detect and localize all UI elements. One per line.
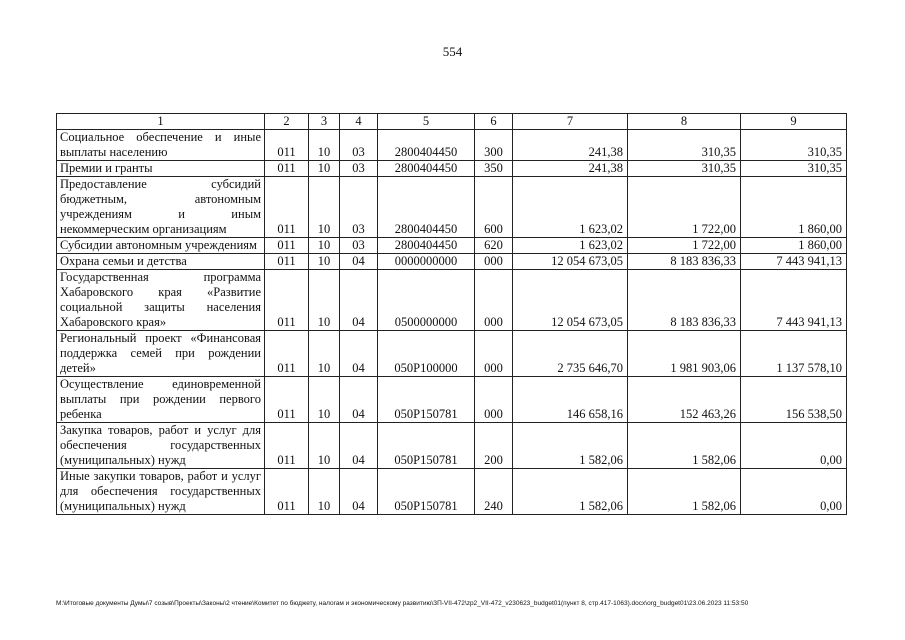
amount-year2-cell: 1 722,00 — [628, 177, 741, 238]
table-row — [57, 254, 847, 270]
admin-code-cell: 011 — [265, 377, 309, 423]
table-row — [57, 377, 847, 423]
subsection-cell: 04 — [340, 377, 378, 423]
section-cell: 10 — [309, 270, 340, 331]
row-name-cell: Премии и гранты — [57, 161, 265, 177]
row-name-cell: Социальное обеспечение и иные выплаты населению — [57, 130, 265, 161]
row-name-cell: Охрана семьи и детства — [57, 254, 265, 270]
column-header: 9 — [741, 114, 847, 130]
amount-year1-cell: 12 054 673,05 — [513, 254, 628, 270]
section-cell: 10 — [309, 469, 340, 515]
amount-year2-cell: 152 463,26 — [628, 377, 741, 423]
budget-table — [56, 113, 847, 515]
admin-code-cell: 011 — [265, 270, 309, 331]
column-header: 3 — [309, 114, 340, 130]
amount-year1-cell: 241,38 — [513, 161, 628, 177]
admin-code-cell: 011 — [265, 177, 309, 238]
section-cell: 10 — [309, 254, 340, 270]
table-body — [57, 130, 847, 515]
table-row — [57, 423, 847, 469]
amount-year3-cell: 7 443 941,13 — [741, 254, 847, 270]
expense-type-cell: 240 — [475, 469, 513, 515]
amount-year3-cell: 1 860,00 — [741, 177, 847, 238]
column-header: 5 — [378, 114, 475, 130]
column-header: 1 — [57, 114, 265, 130]
amount-year1-cell: 1 582,06 — [513, 423, 628, 469]
expense-type-cell: 000 — [475, 270, 513, 331]
target-article-cell: 0000000000 — [378, 254, 475, 270]
table-row — [57, 469, 847, 515]
row-name-cell: Государственная программа Хабаровского края «Развитие социальной защиты населения Хабаровского края» — [57, 270, 265, 331]
row-name-cell: Субсидии автономным учреждениям — [57, 238, 265, 254]
subsection-cell: 04 — [340, 331, 378, 377]
amount-year2-cell: 1 722,00 — [628, 238, 741, 254]
amount-year3-cell: 1 860,00 — [741, 238, 847, 254]
amount-year1-cell: 1 582,06 — [513, 469, 628, 515]
expense-type-cell: 000 — [475, 331, 513, 377]
row-name-cell: Предоставление субсидий бюджетным, автономным учреждениям и иным некоммерческим организациям — [57, 177, 265, 238]
section-cell: 10 — [309, 130, 340, 161]
admin-code-cell: 011 — [265, 331, 309, 377]
column-header: 8 — [628, 114, 741, 130]
file-path-footer: M:\Итоговые документы Думы\7 созыв\Проекты\Законы\2 чтение\Комитет по бюджету, налогам и экономическому развитию\ЗП-VII-472\zp2_VII-472_v230623_budget01(пункт 8, стр.417-1063).docx\org_budget01\23.06.2023 11:53:50 — [56, 600, 749, 607]
admin-code-cell: 011 — [265, 130, 309, 161]
target-article-cell: 2800404450 — [378, 238, 475, 254]
section-cell: 10 — [309, 377, 340, 423]
expense-type-cell: 000 — [475, 254, 513, 270]
subsection-cell: 03 — [340, 238, 378, 254]
table-row — [57, 270, 847, 331]
amount-year2-cell: 8 183 836,33 — [628, 254, 741, 270]
section-cell: 10 — [309, 238, 340, 254]
amount-year3-cell: 1 137 578,10 — [741, 331, 847, 377]
expense-type-cell: 000 — [475, 377, 513, 423]
expense-type-cell: 600 — [475, 177, 513, 238]
expense-type-cell: 350 — [475, 161, 513, 177]
table-row — [57, 238, 847, 254]
expense-type-cell: 300 — [475, 130, 513, 161]
amount-year1-cell: 146 658,16 — [513, 377, 628, 423]
table-row — [57, 130, 847, 161]
amount-year1-cell: 241,38 — [513, 130, 628, 161]
amount-year3-cell: 156 538,50 — [741, 377, 847, 423]
amount-year2-cell: 8 183 836,33 — [628, 270, 741, 331]
target-article-cell: 050P100000 — [378, 331, 475, 377]
amount-year3-cell: 0,00 — [741, 423, 847, 469]
amount-year2-cell: 1 582,06 — [628, 469, 741, 515]
amount-year3-cell: 310,35 — [741, 161, 847, 177]
amount-year2-cell: 310,35 — [628, 161, 741, 177]
subsection-cell: 04 — [340, 254, 378, 270]
column-header: 2 — [265, 114, 309, 130]
admin-code-cell: 011 — [265, 161, 309, 177]
amount-year3-cell: 0,00 — [741, 469, 847, 515]
section-cell: 10 — [309, 331, 340, 377]
amount-year1-cell: 1 623,02 — [513, 238, 628, 254]
row-name-cell: Региональный проект «Финансовая поддержка семей при рождении детей» — [57, 331, 265, 377]
subsection-cell: 04 — [340, 469, 378, 515]
section-cell: 10 — [309, 177, 340, 238]
column-header: 7 — [513, 114, 628, 130]
admin-code-cell: 011 — [265, 238, 309, 254]
target-article-cell: 0500000000 — [378, 270, 475, 331]
section-cell: 10 — [309, 161, 340, 177]
target-article-cell: 050P150781 — [378, 423, 475, 469]
subsection-cell: 03 — [340, 177, 378, 238]
row-name-cell: Осуществление единовременной выплаты при рождении первого ребенка — [57, 377, 265, 423]
amount-year3-cell: 7 443 941,13 — [741, 270, 847, 331]
admin-code-cell: 011 — [265, 469, 309, 515]
amount-year2-cell: 310,35 — [628, 130, 741, 161]
row-name-cell: Иные закупки товаров, работ и услуг для обеспечения государственных (муниципальных) нужд — [57, 469, 265, 515]
target-article-cell: 050P150781 — [378, 469, 475, 515]
target-article-cell: 2800404450 — [378, 161, 475, 177]
page-number: 554 — [442, 44, 463, 59]
amount-year2-cell: 1 981 903,06 — [628, 331, 741, 377]
subsection-cell: 03 — [340, 130, 378, 161]
target-article-cell: 2800404450 — [378, 130, 475, 161]
target-article-cell: 050P150781 — [378, 377, 475, 423]
amount-year2-cell: 1 582,06 — [628, 423, 741, 469]
amount-year3-cell: 310,35 — [741, 130, 847, 161]
subsection-cell: 04 — [340, 270, 378, 331]
target-article-cell: 2800404450 — [378, 177, 475, 238]
table-row — [57, 331, 847, 377]
admin-code-cell: 011 — [265, 254, 309, 270]
row-name-cell: Закупка товаров, работ и услуг для обеспечения государственных (муниципальных) нужд — [57, 423, 265, 469]
table-row — [57, 161, 847, 177]
expense-type-cell: 200 — [475, 423, 513, 469]
amount-year1-cell: 12 054 673,05 — [513, 270, 628, 331]
table-row — [57, 177, 847, 238]
column-header: 4 — [340, 114, 378, 130]
section-cell: 10 — [309, 423, 340, 469]
subsection-cell: 04 — [340, 423, 378, 469]
amount-year1-cell: 1 623,02 — [513, 177, 628, 238]
column-header: 6 — [475, 114, 513, 130]
subsection-cell: 03 — [340, 161, 378, 177]
expense-type-cell: 620 — [475, 238, 513, 254]
amount-year1-cell: 2 735 646,70 — [513, 331, 628, 377]
admin-code-cell: 011 — [265, 423, 309, 469]
table-header-row — [57, 114, 847, 130]
